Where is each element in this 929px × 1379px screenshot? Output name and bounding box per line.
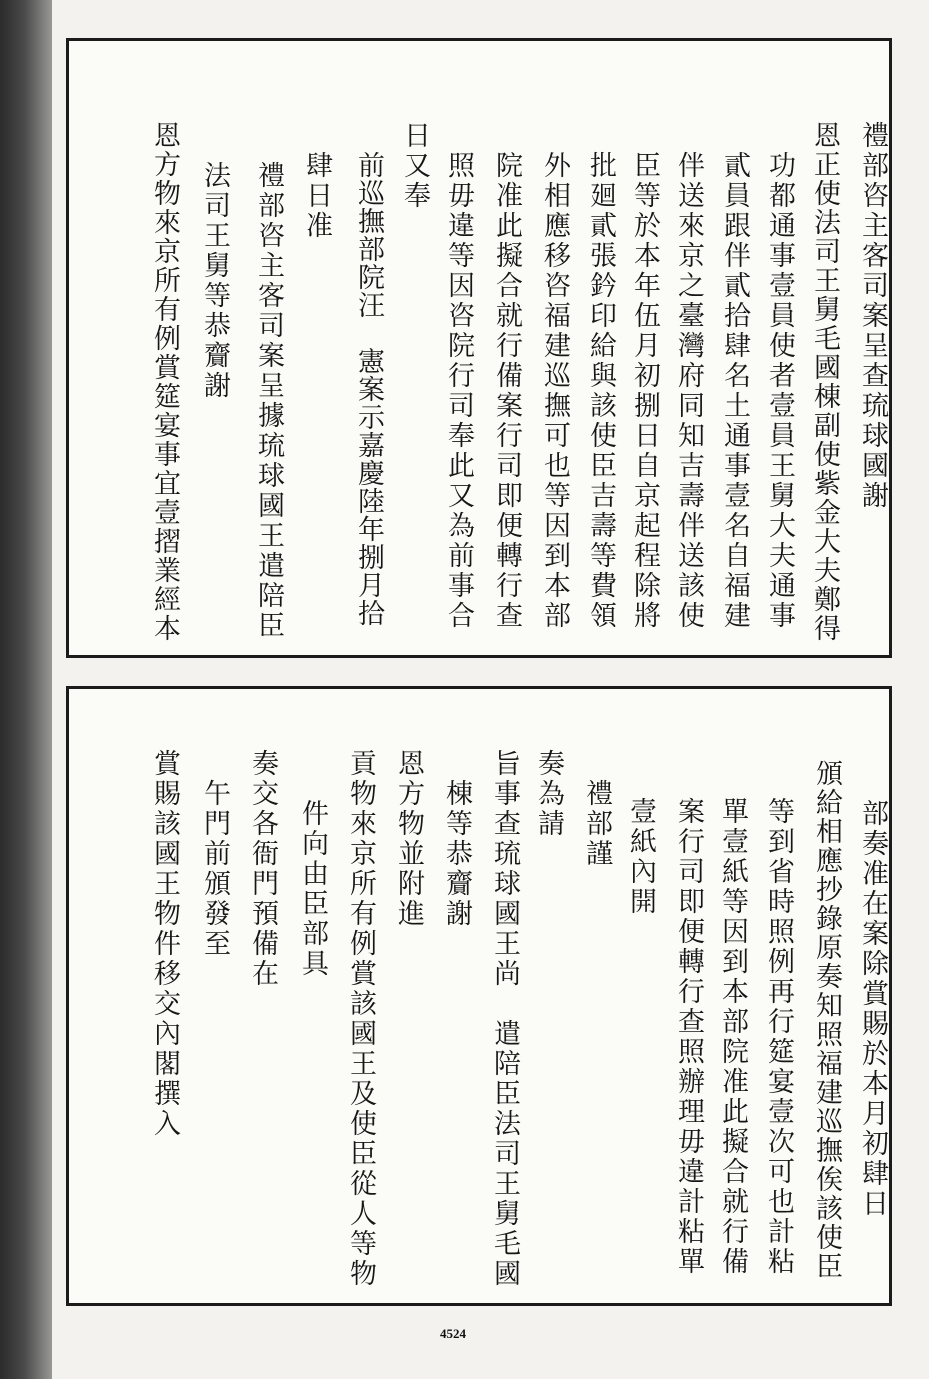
text-column: 照毋違等因咨院行司奉此又為前事合: [443, 151, 474, 631]
text-column: 壹紙內開: [625, 797, 656, 917]
text-column: 奏交各衙門預備在: [247, 749, 278, 989]
text-column: 賞賜該國王物件移交內閣撰入: [149, 749, 180, 1139]
text-column: 奏為請: [533, 749, 564, 839]
text-column: 案行司即便轉行查照辦理毋違計粘單: [673, 797, 704, 1277]
text-column: 禮部咨主客司案呈據琉球國王遣陪臣: [253, 161, 284, 641]
text-column: 肆日准: [301, 151, 332, 241]
text-column: 禮部咨主客司案呈查琉球國謝: [857, 121, 888, 511]
top-text-panel: [66, 38, 892, 658]
text-column: 件向由臣部具: [297, 799, 328, 979]
bottom-text-panel: [66, 686, 892, 1306]
text-column: 部奏准在案除賞賜於本月初肆日: [857, 799, 888, 1219]
page-number: 4524: [440, 1326, 466, 1341]
text-column: 批廻貳張鈐印給與該使臣吉壽等費領: [585, 151, 616, 631]
text-column: 等到省時照例再行筵宴壹次可也計粘: [763, 797, 794, 1277]
text-column: 貢物來京所有例賞該國王及使臣從人等物: [345, 749, 376, 1289]
text-column: 日又奉: [399, 121, 430, 211]
text-column: 臣等於本年伍月初捌日自京起程除將: [629, 151, 660, 631]
text-column: 功都通事壹員使者壹員王舅大夫通事: [764, 151, 795, 631]
text-column: 旨事查琉球國王尚 遣陪臣法司王舅毛國: [489, 749, 520, 1289]
text-column: 外相應移咨福建巡撫可也等因到本部: [539, 151, 570, 631]
text-column: 恩方物並附進: [393, 749, 424, 929]
text-column: 恩正使法司王舅毛國棟副使紫金大夫鄭得: [809, 121, 840, 643]
text-column: 前巡撫部院汪 憲案示嘉慶陸年捌月拾: [353, 151, 384, 627]
text-column: 恩方物來京所有例賞筵宴事宜壹摺業經本: [149, 121, 180, 643]
text-column: 伴送來京之臺灣府同知吉壽伴送該使: [673, 151, 704, 631]
text-column: 院准此擬合就行備案行司即便轉行查: [491, 151, 522, 631]
text-column: 頒給相應抄錄原奏知照福建巡撫俟該使臣: [811, 759, 842, 1281]
text-column: 禮部謹: [581, 779, 612, 869]
text-column: 單壹紙等因到本部院准此擬合就行備: [717, 797, 748, 1277]
text-column: 棟等恭齎謝: [441, 779, 472, 929]
text-column: 法司王舅等恭齎謝: [199, 161, 230, 401]
text-column: 貳員跟伴貳拾肆名土通事壹名自福建: [719, 151, 750, 631]
text-column: 午門前頒發至: [199, 779, 230, 959]
